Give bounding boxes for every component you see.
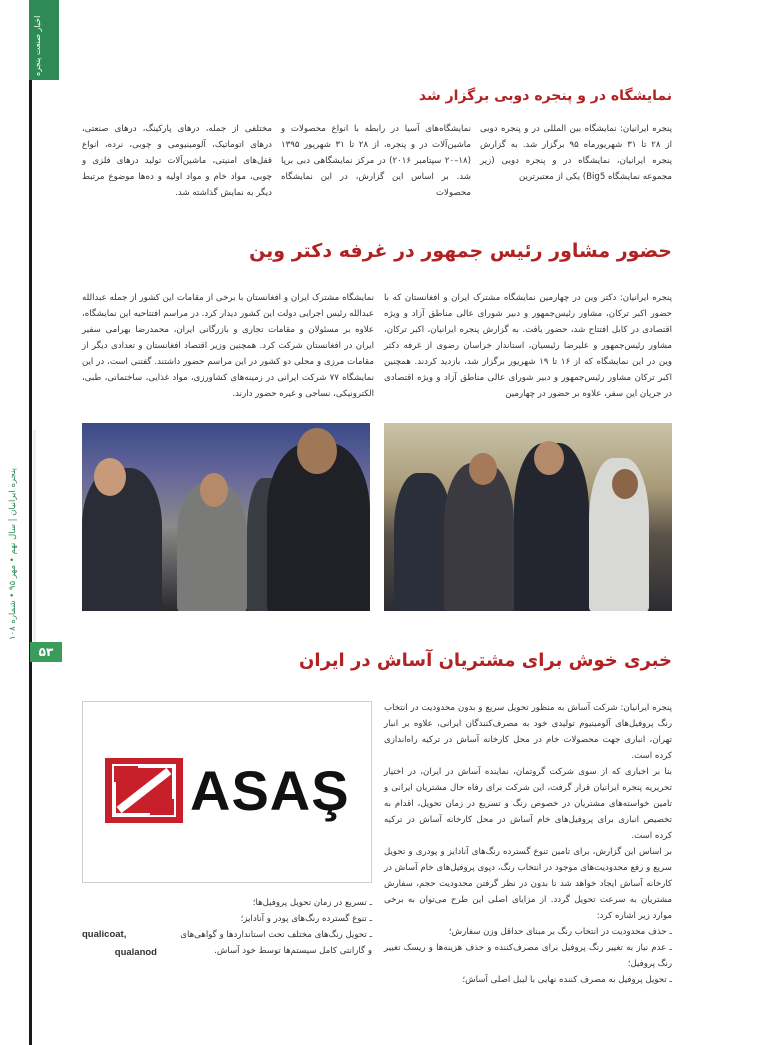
- article3-title: خبری خوش برای مشتریان آساش در ایران: [299, 650, 672, 671]
- article3-bullet: ـ حذف محدودیت در انتخاب رنگ بر مبنای حداقل وزن سفارش؛: [448, 927, 672, 937]
- article1-title: نمایشگاه در و پنجره دوبی برگزار شد: [418, 88, 672, 104]
- photo-exhibition-visit: [384, 423, 672, 611]
- article2-col1: پنجره ایرانیان: دکتر وین در چهارمین نمایشگاه مشترک ایران و افغانستان که با حضور اکبر ترکان، مشاور رئیس‌جمهور و دبیر شورای عالی مناطق آزاد و ویژه اقتصادی در کابل افتتاح شد، حضور یافت. به گزارش پنجره ایرانیان، اکبر ترکان، مشاور رئیس‌جمهور و علیرضا رئیسیان، استاندار خراسان رضوی از غرفه دکتر وین در این نمایشگاه که از ۱۶ تا ۱۹ شهریور برگزار شد، بازدید کردند. همچنین اکبر ترکان مشاور رئیس‌جمهور و دبیر شورای عالی مناطق آزاد و ویژه اقتصادی در جریان این سفر، علاوه بر حضور در چهارمین: [384, 293, 672, 399]
- article3-paragraph: بر اساس این گزارش، برای تامین تنوع گسترده رنگ‌های آنادایز و پودری و تحویل سریع و رفع محدودیت‌های موجود در انتخاب رنگ، دپوی پروفیل‌های خام آساش در کارخانه آساش ایجاد خواهد شد تا بدون در نظر گرفتن محدودیت حجم، سفارش مشتریان به سرعت تحویل گردد. از مزایای اصلی این طرح می‌توان به برخی موارد زیر اشاره کرد:: [384, 847, 672, 921]
- article3-paragraph: بنا بر اخباری که از سوی شرکت گروتمان، نماینده آساش در ایران، در اختیار تحریریه پنجره ایرانیان قرار گرفت، این شرکت برای رفاه حال مشتریان ایرانی و تامین خواسته‌های مشتریان در خصوص رنگ و تسریع در زمان تحویل، اقدام به تخصیص انباری برای پروفیل‌های خام آساش در محل کارخانه آساش در ترکیه کرده است.: [384, 767, 672, 841]
- brand-qualicoat: qualicoat,: [82, 929, 127, 940]
- article2-title: حضور مشاور رئیس جمهور در غرفه دکتر وین: [249, 240, 672, 262]
- section-tab: [29, 0, 59, 80]
- article3-bullet: ـ عدم نیاز به تغییر رنگ پروفیل برای مصرف‌کننده و حذف هزینه‌ها و ریسک تغییر رنگ پروفیل؛: [384, 943, 672, 969]
- article3-bullet: ـ تنوع گسترده رنگ‌های پودر و آنادایز؛: [240, 914, 372, 924]
- asas-logo-icon: [105, 758, 183, 823]
- article3-bullet: ـ تحویل پروفیل به مصرف کننده نهایی با لیبل اصلی آساش؛: [462, 975, 672, 985]
- article2-col2: نمایشگاه مشترک ایران و افغانستان با برخی از مقامات این کشور از جمله عبدالله عبدالله رئیس اجرایی دولت این کشور دیدار کرد. در مراسم افتتاحیه این نمایشگاه، علاوه بر مسئولان و مقامات تجاری و بازرگانی ایران، محمدرضا بهرامی سفیر ایران در افغانستان شرکت کرد. همچنین وزیر اقتصاد افغانستان و تعدادی دیگر از مقامات مرزی و محلی دو کشور در این مراسم حضور داشتند. گفتنی است، در این نمایشگاه ۷۷ شرکت ایرانی در زمینه‌های کشاورزی، مواد غذایی، ساختمانی، طبی، الکترونیکی، نساجی و غیره حضور دارند.: [82, 293, 374, 399]
- article3-body: [384, 700, 672, 988]
- photo-officials-meeting: [82, 423, 370, 611]
- article1-col1: پنجره ایرانیان: نمایشگاه بین المللی در و پنجره دوبی از ۲۸ تا ۳۱ شهریورماه ۹۵ برگزار شد. به گزارش پنجره ایرانیان، نمایشگاه در و پنجره دوبی (زیر مجموعه نمایشگاه Big5) یکی از معتبرترین: [480, 124, 672, 182]
- article3-bullet: ـ تسریع در زمان تحویل پروفیل‌ها؛: [252, 898, 372, 908]
- article1-col3: مختلفی از جمله، درهای پارکینگ، درهای صنعتی، درهای اتوماتیک، آلومینیومی و چوبی، نرده، انواع قفل‌های امنیتی، ماشین‌آلات تولید درهای فلزی و چوبی، مواد خام و مواد اولیه و ده‌ها موضوع مرتبط دیگر به نمایش گذاشته شد.: [82, 124, 272, 198]
- article3-bullet: و گارانتی کامل سیستم‌ها توسط خود آساش.: [214, 946, 372, 956]
- asas-logo-text: ASAŞ: [190, 759, 350, 822]
- brand-qualanod: qualanod: [114, 947, 157, 958]
- article3-bullets-left: [160, 895, 372, 959]
- article3-bullet: ـ تحویل رنگ‌های مختلف تحت استانداردها و گواهی‌های: [180, 930, 372, 940]
- section-tab-label: اخبار صنعت پنجره: [33, 15, 42, 76]
- article1-col2: نمایشگاه‌های آسیا در رابطه با انواع محصولات و ماشین‌آلات در و پنجره، از ۲۸ تا ۳۱ شهریور ۱۳۹۵ (۱۸–۲۰ سپتامبر ۲۰۱۶) در مرکز نمایشگاهی دبی برپا شد. بر اساس این گزارش، در این نمایشگاه محصولات: [281, 124, 471, 198]
- issue-meta: پنجره ایرانیان | سال نهم • مهر ۹۵ • شماره ۱۰۸: [8, 467, 18, 640]
- article3-paragraph: پنجره ایرانیان: شرکت آساش به منظور تحویل سریع و بدون محدودیت در انتخاب رنگ پروفیل‌های آلومینیوم تولیدی خود به مصرف‌کنندگان ایرانی، علاوه بر انبار تهران، انباری جهت محصولات خام در محل کارخانه آساش در ترکیه راه‌اندازی کرده است.: [384, 703, 672, 761]
- page-number: ۵۳: [30, 642, 62, 662]
